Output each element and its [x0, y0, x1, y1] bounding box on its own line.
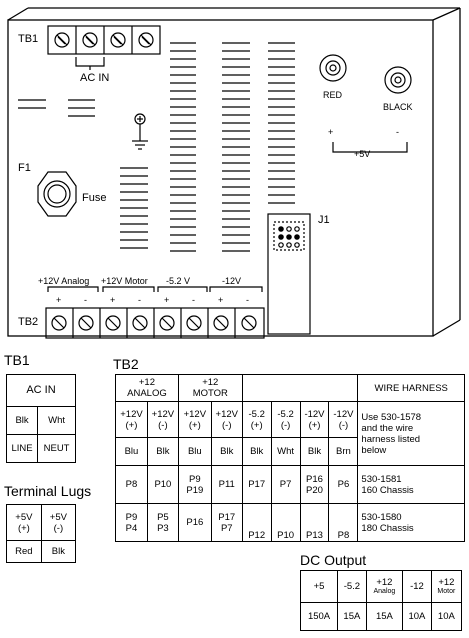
j1-label: J1	[318, 214, 330, 226]
dc-output-header: +12 Analog	[366, 571, 402, 603]
dc-output-header: +5	[301, 571, 338, 603]
dc-output-table	[300, 570, 462, 631]
tb2-pin-cell: P8	[329, 504, 358, 542]
red-label: RED	[323, 90, 343, 100]
tb2-pin-cell: P10	[271, 504, 300, 542]
lugs-table-title: Terminal Lugs	[4, 483, 92, 499]
harness-180-label: 530-1580 180 Chassis	[358, 504, 465, 542]
tb2-column-header: +12V (-)	[147, 402, 178, 438]
tb2-polarity: -	[246, 295, 249, 305]
tb1-table	[6, 374, 76, 463]
dc-output-header: -5.2	[338, 571, 367, 603]
tb1-table-title: TB1	[4, 352, 30, 368]
tb1-cell: Blk	[7, 407, 38, 435]
j1-connector	[268, 214, 310, 334]
tb2-polarity: +	[56, 295, 62, 305]
tb2-column-header: -12V (+)	[300, 402, 329, 438]
lugs-cell: Blk	[41, 541, 75, 563]
lugs-cell: +5V (+)	[7, 505, 42, 541]
dc-output-value: 15A	[366, 603, 402, 631]
wire-harness-header: WIRE HARNESS	[358, 375, 465, 402]
f1-label: F1	[18, 162, 31, 174]
black-terminal-icon	[385, 67, 411, 93]
tb2-polarity: +	[218, 295, 224, 305]
ac-in-label: AC IN	[80, 72, 110, 84]
tb2-wiring-table	[115, 374, 465, 542]
tb1-cell: Wht	[38, 407, 76, 435]
tb2-pin-cell: P9 P19	[178, 466, 211, 504]
lugs-cell: Red	[7, 541, 42, 563]
tb2-pin-cell: P13	[300, 504, 329, 542]
tb1-header: AC IN	[7, 375, 76, 407]
tb2-color-cell: Wht	[271, 438, 300, 466]
tb1-terminal-block	[48, 26, 160, 70]
tb2-polarity: +	[164, 295, 170, 305]
dc-output-title: DC Output	[300, 552, 367, 568]
black-label: BLACK	[383, 102, 413, 112]
tb2-pin-cell: P16	[178, 504, 211, 542]
tb2-table-title: TB2	[113, 356, 139, 372]
tb2-color-cell: Blk	[211, 438, 242, 466]
tb2-pin-cell: P8	[116, 466, 148, 504]
tb2-pin-cell: P11	[211, 466, 242, 504]
tb2-pin-cell: P12	[242, 504, 271, 542]
tb2-column-header: -5.2 (+)	[242, 402, 271, 438]
tb2-pin-cell: P16 P20	[300, 466, 329, 504]
dc-output-value: 150A	[301, 603, 338, 631]
tb2-polarity: +	[110, 295, 116, 305]
tb2-group-header: +12 ANALOG	[116, 375, 179, 402]
tb1-cell: NEUT	[38, 435, 76, 463]
dc-output-header: +12 Motor	[431, 571, 461, 603]
tb2-group-label: -5.2 V	[166, 276, 191, 286]
tb1-label: TB1	[18, 33, 39, 45]
tb2-column-header: -5.2 (-)	[271, 402, 300, 438]
dc-output-header: -12	[403, 571, 432, 603]
tb2-pin-cell: P9 P4	[116, 504, 148, 542]
dc-output-value: 10A	[431, 603, 461, 631]
tb2-column-header: -12V (-)	[329, 402, 358, 438]
ground-icon	[132, 114, 148, 149]
tb2-column-header: +12V (-)	[211, 402, 242, 438]
tb1-cell: LINE	[7, 435, 38, 463]
plus5v-plus-sign: +	[328, 127, 334, 137]
tb2-polarity: -	[192, 295, 195, 305]
tb2-label: TB2	[18, 316, 39, 328]
dc-output-value: 15A	[338, 603, 367, 631]
tb2-pin-cell: P10	[147, 466, 178, 504]
tb2-pin-cell: P17	[242, 466, 271, 504]
tb2-group-label: -12V	[222, 276, 242, 286]
tb2-column-header: +12V (+)	[178, 402, 211, 438]
tb2-pin-cell: P17 P7	[211, 504, 242, 542]
tb2-color-cell: Blu	[116, 438, 148, 466]
fuse-label: Fuse	[82, 192, 107, 204]
lugs-cell: +5V (-)	[41, 505, 75, 541]
tb2-polarity: -	[84, 295, 87, 305]
tb2-color-cell: Blk	[147, 438, 178, 466]
tb2-group-header: +12 MOTOR	[178, 375, 242, 402]
tb2-group-header	[242, 375, 358, 402]
tb2-polarity: -	[138, 295, 141, 305]
plus5v-label: +5V	[354, 149, 371, 159]
tb2-group-brackets	[48, 287, 262, 292]
tb2-color-cell: Brn	[329, 438, 358, 466]
harness-note: Use 530-1578 and the wire harness listed below	[358, 402, 465, 466]
tb2-group-label: +12V Motor	[101, 276, 148, 286]
tb2-color-cell: Blu	[178, 438, 211, 466]
tb2-pin-cell: P7	[271, 466, 300, 504]
plus5v-minus-sign: -	[396, 127, 399, 137]
tb2-group-label: +12V Analog	[38, 276, 90, 286]
red-terminal-icon	[320, 55, 346, 81]
tb2-terminal-block	[46, 308, 264, 338]
heatsink-fins	[18, 43, 295, 251]
tb2-color-cell: Blk	[300, 438, 329, 466]
dc-output-value: 10A	[403, 603, 432, 631]
tb2-pin-cell: P5 P3	[147, 504, 178, 542]
harness-160-label: 530-1581 160 Chassis	[358, 466, 465, 504]
tb2-pin-cell: P6	[329, 466, 358, 504]
tb2-color-cell: Blk	[242, 438, 271, 466]
tb2-column-header: +12V (+)	[116, 402, 148, 438]
terminal-lugs-table	[6, 504, 76, 563]
fuse-holder-icon	[38, 172, 76, 216]
